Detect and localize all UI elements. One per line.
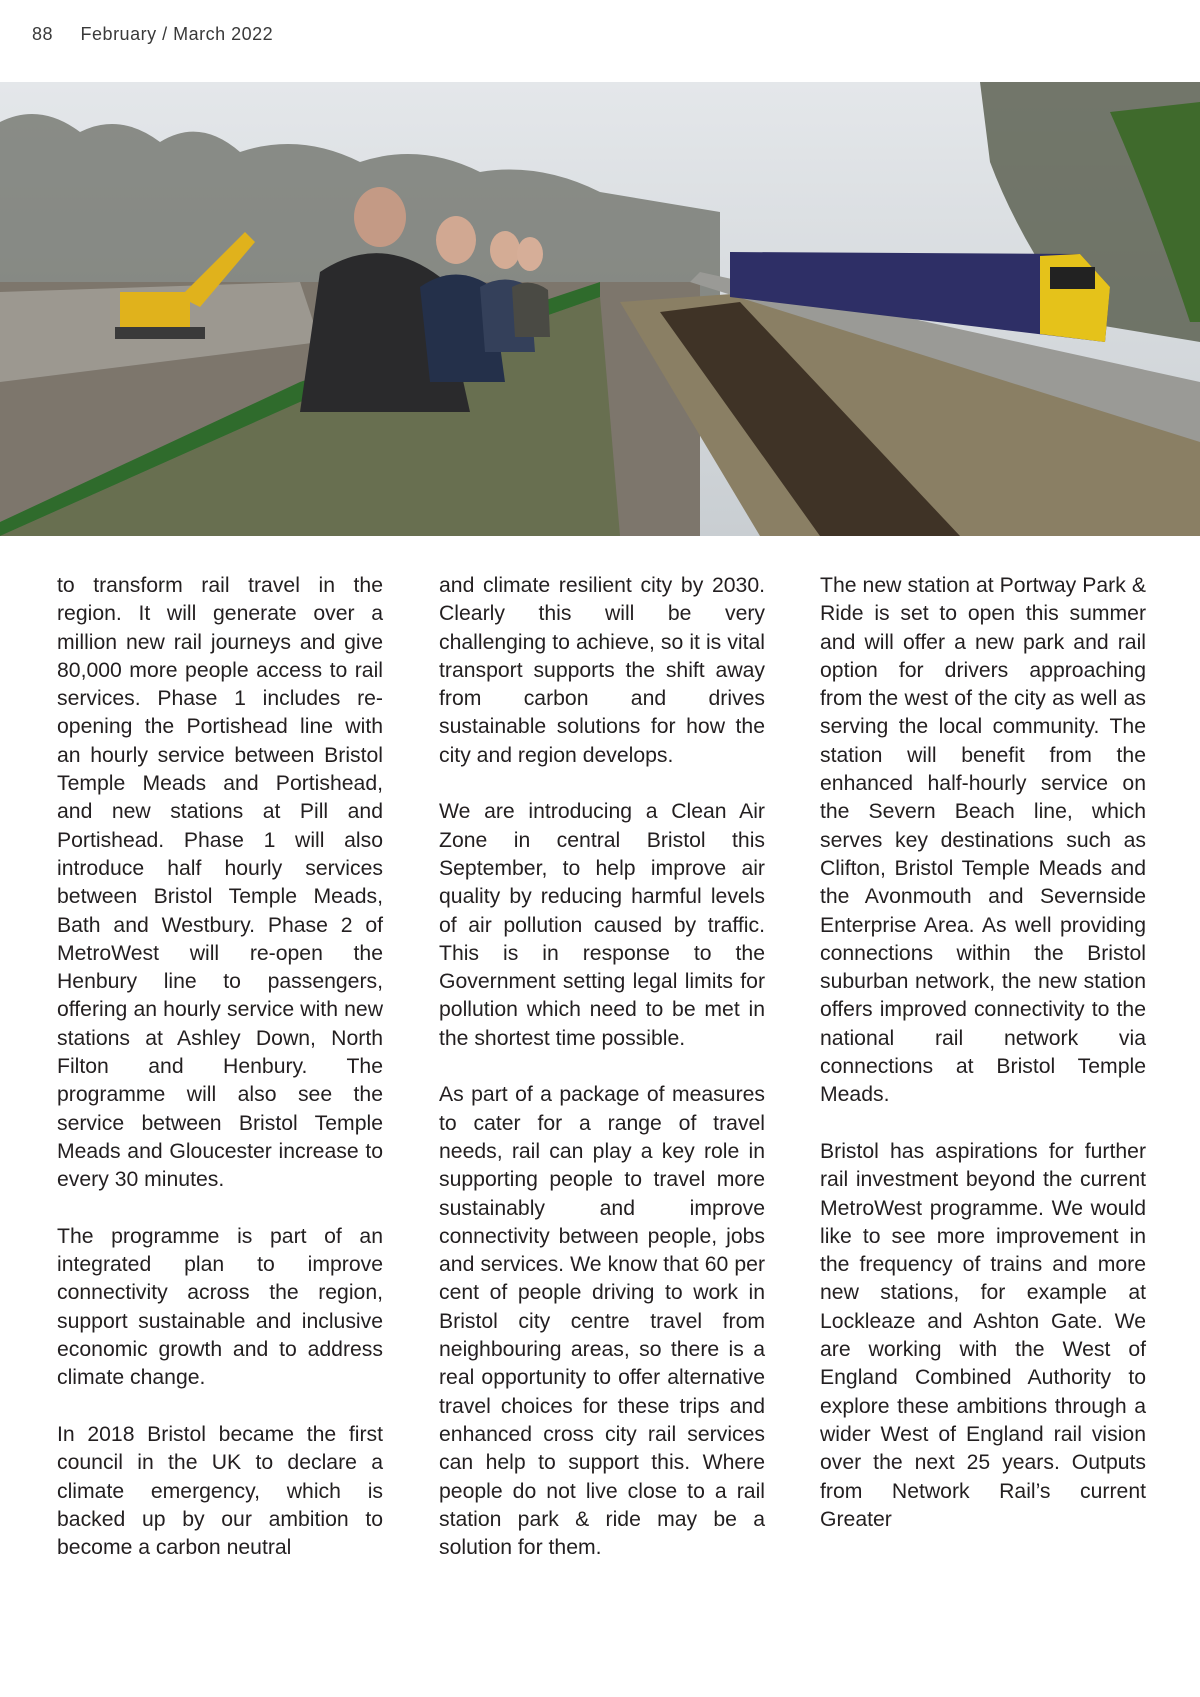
paragraph: As part of a package of measures to cater for a range of travel needs, rail can play a key role in supporting people to travel more sustainably and improve connectivity between people, jobs and services. We know that 60 per cent of people driving to work in Bristol city centre travel from neighbouring areas, so there is a real opportunity to offer alternative travel choices for these trips and enhanced cross city rail services can help to support this. Where people do not live close to a rail station park & ride may be a solution for them. <box>439 1083 765 1560</box>
paragraph: and climate resilient city by 2030. Clearly this will be very challenging to achieve, so it is vital transport supports the shift away from carbon and drives sustainable solutions for how the city and region develops. <box>439 574 765 767</box>
paragraph: We are introducing a Clean Air Zone in central Bristol this September, to help improve air quality by reducing harmful levels of air pollution caused by traffic. This is in response to the Government setting legal limits for pollution which need to be met in the shortest time possible. <box>439 800 765 1050</box>
issue-date: February / March 2022 <box>80 24 274 44</box>
paragraph: In 2018 Bristol became the first council in the UK to declare a climate emergency, which is backed up by our ambition to become a carbon neutral <box>57 1422 383 1560</box>
paragraph: The new station at Portway Park & Ride is set to open this summer and will offer a new park and rail option for drivers approaching from the west of the city as well as serving the local community. The station will benefit from the enhanced half-hourly service on the Severn Beach line, which serves key destinations such as Clifton, Bristol Temple Meads and the Avonmouth and Severnside Enterprise Area. As well providing connections within the Bristol suburban network, the new station offers improved connectivity to the national rail network via connections at Bristol Temple Meads. <box>820 574 1146 1107</box>
photo-image <box>0 82 1200 536</box>
paragraph: The programme is part of an integrated plan to improve connectivity across the region, support sustainable and inclusive economic growth and to address climate change. <box>57 1224 383 1390</box>
text-column-2 <box>439 572 765 1562</box>
paragraph: to transform rail travel in the region. It will generate over a million new rail journeys and give 80,000 more people access to rail services. Phase 1 includes re-opening the Portishead line with an hourly service between Bristol Temple Meads and Portishead, and new stations at Pill and Portishead. Phase 1 will also introduce half hourly services between Bristol Temple Meads, Bath and Westbury. Phase 2 of MetroWest will re-open the Henbury line to passengers, offering an hourly service with new stations at Ashley Down, North Filton and Henbury. The programme will also see the service between Bristol Temple Meads and Gloucester increase to every 30 minutes. <box>57 574 383 1192</box>
paragraph: Bristol has aspirations for further rail investment beyond the current MetroWest programme. We would like to see more improvement in the frequency of trains and more new stations, for example at Lockleaze and Ashton Gate. We are working with the West of England Combined Authority to explore these ambitions through a wider West of England rail vision over the next 25 years. Outputs from Network Rail’s current Greater <box>820 1139 1146 1531</box>
photo-image-svg <box>0 82 1200 536</box>
text-column-3 <box>820 572 1146 1534</box>
page-number: 88 <box>32 24 54 44</box>
page-header <box>32 24 273 45</box>
text-column-1 <box>57 572 383 1562</box>
